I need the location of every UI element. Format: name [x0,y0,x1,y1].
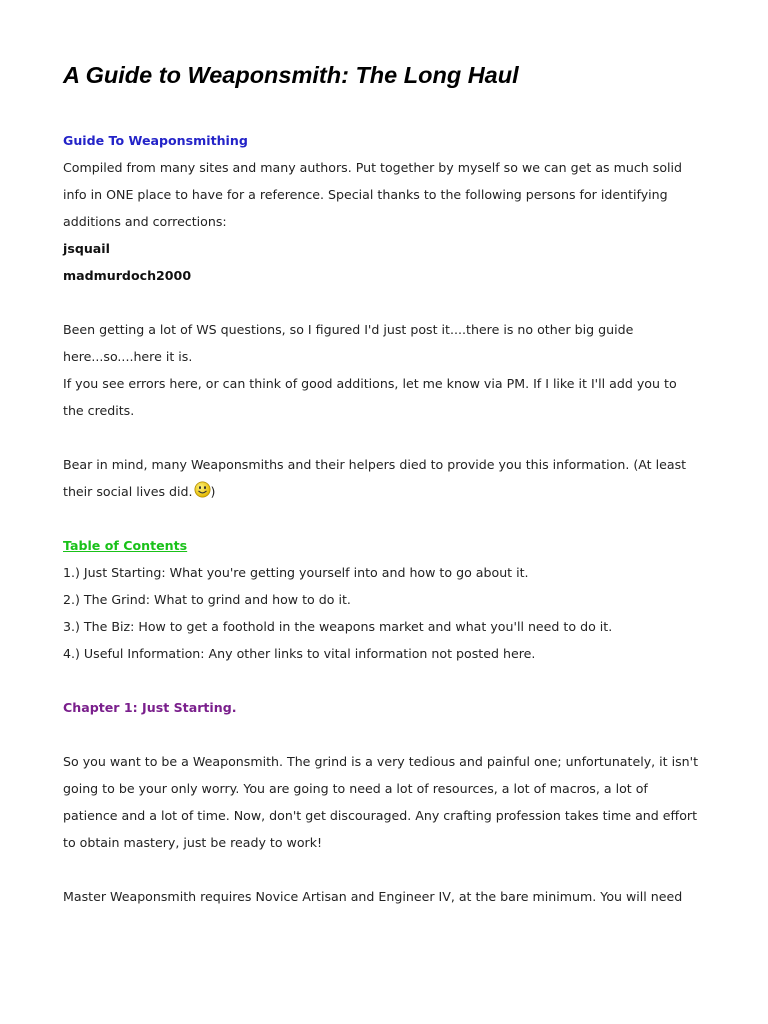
paragraph-text: their social lives did. [63,484,193,499]
intro-line: additions and corrections: [63,214,227,229]
toc-item: 1.) Just Starting: What you're getting yourself into and how to go about it. [63,565,529,580]
paragraph-line: here...so....here it is. [63,349,193,364]
credit-name: jsquail [63,241,110,256]
spacer [63,721,723,748]
paragraph-line: If you see errors here, or can think of good additions, let me know via PM. If I like it I'll add you to [63,376,677,391]
toc-heading[interactable]: Table of Contents [63,538,188,553]
spacer [63,505,723,532]
chapter-heading: Chapter 1: Just Starting. [63,700,237,715]
paragraph-text: ) [210,484,216,499]
chapter-line: So you want to be a Weaponsmith. The grind is a very tedious and painful one; unfortunately, it isn't [63,754,699,769]
chapter-line: Master Weaponsmith requires Novice Artisan and Engineer IV, at the bare minimum. You will need [63,889,683,904]
spacer [63,289,723,316]
toc-item: 3.) The Biz: How to get a foothold in the weapons market and what you'll need to do it. [63,619,613,634]
paragraph-line-with-emoticon [63,478,723,505]
spacer [63,856,723,883]
spacer [63,424,723,451]
paragraph-line: Bear in mind, many Weaponsmiths and their helpers died to provide you this information. (At least [63,457,687,472]
document-body [63,127,723,910]
intro-heading: Guide To Weaponsmithing [63,133,248,148]
toc-item: 2.) The Grind: What to grind and how to do it. [63,592,351,607]
smiley-icon [194,481,211,498]
paragraph-line: Been getting a lot of WS questions, so I figured I'd just post it....there is no other big guide [63,322,634,337]
chapter-line: patience and a lot of time. Now, don't get discouraged. Any crafting profession takes time and effort [63,808,698,823]
toc-item: 4.) Useful Information: Any other links to vital information not posted here. [63,646,536,661]
chapter-line: going to be your only worry. You are going to need a lot of resources, a lot of macros, a lot of [63,781,648,796]
intro-line: info in ONE place to have for a reference. Special thanks to the following persons for identifying [63,187,668,202]
paragraph-line: the credits. [63,403,135,418]
credit-name: madmurdoch2000 [63,268,192,283]
intro-line: Compiled from many sites and many authors. Put together by myself so we can get as much solid [63,160,683,175]
spacer [63,667,723,694]
chapter-line: to obtain mastery, just be ready to work! [63,835,323,850]
document-title: A Guide to Weaponsmith: The Long Haul [63,62,519,88]
